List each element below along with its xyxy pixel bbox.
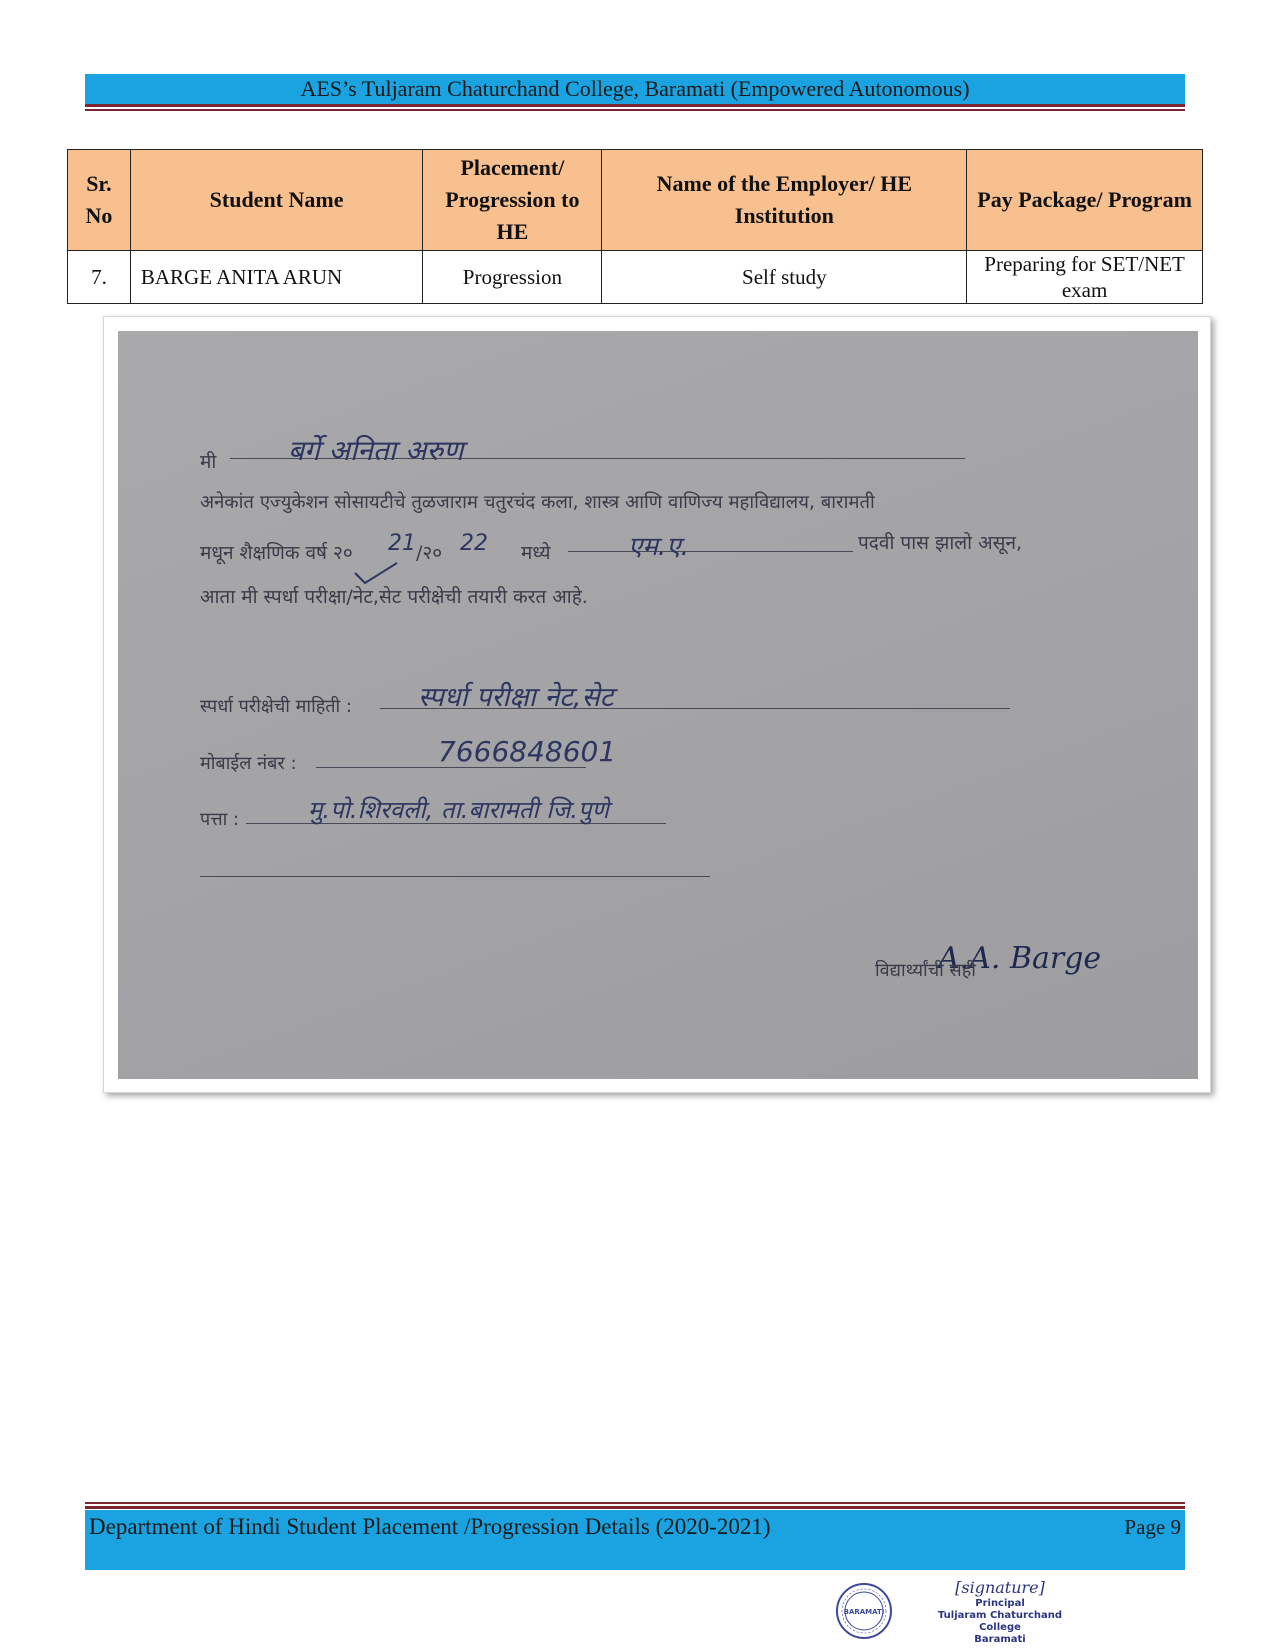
principal-label: Principal	[975, 1598, 1025, 1609]
checkmark-icon	[353, 559, 399, 587]
form-line-year-sep: /२०	[416, 542, 443, 564]
page-number: Page 9	[1124, 1515, 1181, 1539]
cell-pay-package: Preparing for SET/NET exam	[967, 251, 1203, 304]
handwritten-year2: 22	[460, 531, 488, 556]
footer-rule-thin	[85, 1502, 1185, 1504]
handwritten-name: बर्गे अनिता अरुण	[288, 434, 464, 467]
declaration-photo	[118, 331, 1198, 1079]
header-rule-thin	[85, 109, 1185, 111]
header-pay-package: Pay Package/ Program	[967, 150, 1203, 251]
header-employer: Name of the Employer/ HE Institution	[602, 150, 967, 251]
footer-department: Department of Hindi Student Placement /Progression Details (2020-2021)	[89, 1514, 771, 1539]
seal-text: BARAMATI	[843, 1608, 885, 1616]
header-sr-no: Sr. No	[68, 150, 131, 251]
form-underline-degree	[568, 551, 853, 552]
form-label-signature: विद्यार्थ्यांची सही	[875, 960, 976, 981]
form-underline-address-2	[200, 876, 710, 877]
table-row	[68, 251, 1203, 304]
form-line-preparation: आता मी स्पर्धा परीक्षा/नेट,सेट परीक्षेची तयारी करत आहे.	[200, 586, 588, 608]
form-line-year-mid: मध्ये	[521, 542, 551, 564]
form-label-me: मी	[200, 451, 217, 473]
cell-student-name: BARGE ANITA ARUN	[130, 251, 422, 304]
footer-band	[85, 1510, 1185, 1570]
placement-table	[67, 149, 1203, 304]
form-label-exam: स्पर्धा परीक्षेची माहिती :	[200, 696, 353, 717]
footer-rule	[85, 1506, 1185, 1509]
college-seal-icon	[835, 1582, 893, 1640]
principal-place: Baramati	[974, 1634, 1026, 1645]
form-line-year-suffix: पदवी पास झालो असून,	[858, 532, 1023, 554]
principal-stamp	[930, 1578, 1070, 1646]
principal-college: Tuljaram Chaturchand College	[937, 1610, 1063, 1633]
student-signature: A.A. Barge	[938, 941, 1102, 976]
cell-sr-no: 7.	[68, 251, 131, 304]
form-label-mobile: मोबाईल नंबर :	[200, 753, 297, 774]
handwritten-year1: 21	[388, 531, 416, 556]
table-header-row	[68, 150, 1203, 251]
cell-employer: Self study	[602, 251, 967, 304]
form-line-year-prefix: मधून शैक्षणिक वर्ष २०	[200, 542, 353, 564]
handwritten-exam: स्पर्धा परीक्षा नेट,सेट	[418, 682, 614, 713]
handwritten-degree: एम.ए.	[628, 532, 689, 562]
principal-signature: [signature]	[955, 1578, 1045, 1597]
college-title: AES’s Tuljaram Chaturchand College, Baramati (Empowered Autonomous)	[300, 76, 970, 101]
form-label-address: पत्ता :	[200, 809, 240, 830]
handwritten-address: मु.पो.शिरवली, ता.बारामती जि.पुणे	[308, 796, 609, 824]
header-placement: Placement/ Progression to HE	[423, 150, 602, 251]
header-student-name: Student Name	[130, 150, 422, 251]
declaration-photo-frame	[103, 316, 1211, 1093]
form-line-college: अनेकांत एज्युकेशन सोसायटीचे तुळजाराम चतुरचंद कला, शास्त्र आणि वाणिज्य महाविद्यालय, बारामती	[200, 492, 875, 513]
header-rule	[85, 104, 1185, 107]
header-band	[85, 74, 1185, 104]
cell-placement: Progression	[423, 251, 602, 304]
handwritten-mobile: 7666848601	[438, 735, 617, 768]
